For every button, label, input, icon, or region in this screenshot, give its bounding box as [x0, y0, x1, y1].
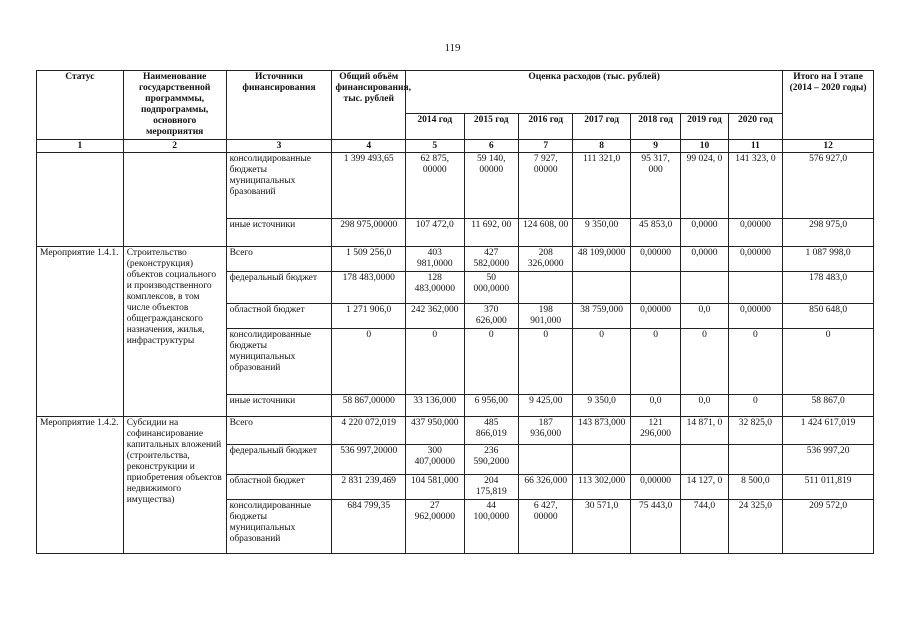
- value-cell: 0: [681, 329, 728, 395]
- row-name: Субсидии на софинансирование капитальных вложений (строительства, реконструкции и приобретения объектов недвижимого имущества): [123, 417, 226, 554]
- header-total: Общий объём финансирования, тыс. рублей: [332, 71, 406, 140]
- value-cell: [573, 445, 630, 475]
- row-status: Мероприятие 1.4.2.: [37, 417, 124, 554]
- value-cell: 128 483,00000: [406, 272, 464, 304]
- table-row: [37, 247, 874, 272]
- column-number: 2: [123, 140, 226, 153]
- row-source: иные источники: [226, 395, 332, 417]
- header-year: 2014 год: [406, 114, 464, 140]
- column-number: 6: [464, 140, 518, 153]
- value-cell: 300 407,00000: [406, 445, 464, 475]
- header-year: 2015 год: [464, 114, 518, 140]
- value-cell: 0,0: [681, 395, 728, 417]
- value-cell: 2 831 239,469: [332, 475, 406, 500]
- value-cell: 1 424 617,019: [783, 417, 874, 445]
- value-cell: 0: [728, 395, 782, 417]
- value-cell: 0,00000: [630, 475, 680, 500]
- value-cell: 0: [518, 329, 572, 395]
- value-cell: 0: [728, 329, 782, 395]
- column-number: 5: [406, 140, 464, 153]
- row-status: Мероприятие 1.4.1.: [37, 247, 124, 417]
- column-number: 1: [37, 140, 124, 153]
- value-cell: 113 302,000: [573, 475, 630, 500]
- value-cell: 9 350,00: [573, 219, 630, 247]
- value-cell: 437 950,000: [406, 417, 464, 445]
- value-cell: 0,00000: [630, 304, 680, 329]
- column-number: 9: [630, 140, 680, 153]
- column-number: 11: [728, 140, 782, 153]
- column-number: 7: [518, 140, 572, 153]
- value-cell: 0: [406, 329, 464, 395]
- value-cell: 236 590,2000: [464, 445, 518, 475]
- value-cell: 403 981,0000: [406, 247, 464, 272]
- value-cell: 744,0: [681, 500, 728, 554]
- row-source: консолидированные бюджеты муниципальных бразований: [226, 153, 332, 219]
- value-cell: 511 011,819: [783, 475, 874, 500]
- value-cell: 370 626,000: [464, 304, 518, 329]
- row-source: федеральный бюджет: [226, 445, 332, 475]
- value-cell: 48 109,0000: [573, 247, 630, 272]
- header-year: 2019 год: [681, 114, 728, 140]
- value-cell: 178 483,0: [783, 272, 874, 304]
- value-cell: 850 648,0: [783, 304, 874, 329]
- value-cell: 0,0000: [681, 219, 728, 247]
- row-name: [123, 153, 226, 247]
- value-cell: 30 571,0: [573, 500, 630, 554]
- value-cell: 298 975,0: [783, 219, 874, 247]
- row-source: консолидированные бюджеты муниципальных образований: [226, 329, 332, 395]
- value-cell: 8 500,0: [728, 475, 782, 500]
- value-cell: 198 901,000: [518, 304, 572, 329]
- header-sources: Источники финансирования: [226, 71, 332, 140]
- value-cell: 427 582,0000: [464, 247, 518, 272]
- value-cell: 4 220 072,019: [332, 417, 406, 445]
- table-row: [37, 153, 874, 219]
- value-cell: 111 321,0: [573, 153, 630, 219]
- value-cell: 58 867,00000: [332, 395, 406, 417]
- value-cell: 1 399 493,65: [332, 153, 406, 219]
- value-cell: 1 509 256,0: [332, 247, 406, 272]
- value-cell: [681, 272, 728, 304]
- value-cell: 187 936,000: [518, 417, 572, 445]
- header-estimate: Оценка расходов (тыс. рублей): [406, 71, 783, 114]
- row-source: федеральный бюджет: [226, 272, 332, 304]
- value-cell: 9 350,0: [573, 395, 630, 417]
- value-cell: 208 326,0000: [518, 247, 572, 272]
- value-cell: 0,00000: [728, 304, 782, 329]
- value-cell: 32 825,0: [728, 417, 782, 445]
- value-cell: 45 853,0: [630, 219, 680, 247]
- value-cell: 0,0: [681, 304, 728, 329]
- header-year: 2017 год: [573, 114, 630, 140]
- value-cell: 6 956,00: [464, 395, 518, 417]
- value-cell: 0: [573, 329, 630, 395]
- value-cell: 0,00000: [728, 219, 782, 247]
- value-cell: 14 871, 0: [681, 417, 728, 445]
- column-number: 10: [681, 140, 728, 153]
- row-name: Строительство (реконструкция) объектов социального и производственного комплексов, в том числе объектов общегражданского назначения, жилья, инфраструктуры: [123, 247, 226, 417]
- header-row-1: [37, 71, 874, 114]
- column-number: 3: [226, 140, 332, 153]
- value-cell: 0,00000: [728, 247, 782, 272]
- value-cell: 209 572,0: [783, 500, 874, 554]
- value-cell: [630, 272, 680, 304]
- table-body: [37, 153, 874, 554]
- value-cell: 38 759,000: [573, 304, 630, 329]
- column-number: 4: [332, 140, 406, 153]
- value-cell: 14 127, 0: [681, 475, 728, 500]
- value-cell: [518, 445, 572, 475]
- column-numbers-row: [37, 140, 874, 153]
- value-cell: 242 362,000: [406, 304, 464, 329]
- row-source: Всего: [226, 417, 332, 445]
- row-source: Всего: [226, 247, 332, 272]
- value-cell: 7 927, 00000: [518, 153, 572, 219]
- header-year: 2016 год: [518, 114, 572, 140]
- value-cell: 24 325,0: [728, 500, 782, 554]
- value-cell: 121 296,000: [630, 417, 680, 445]
- header-stage-total: Итого на I этапе (2014 – 2020 годы): [783, 71, 874, 140]
- value-cell: 44 100,0000: [464, 500, 518, 554]
- column-number: 8: [573, 140, 630, 153]
- value-cell: 33 136,000: [406, 395, 464, 417]
- value-cell: 104 581,000: [406, 475, 464, 500]
- value-cell: 11 692, 00: [464, 219, 518, 247]
- header-year: 2020 год: [728, 114, 782, 140]
- value-cell: [573, 272, 630, 304]
- value-cell: 107 472,0: [406, 219, 464, 247]
- row-source: областной бюджет: [226, 475, 332, 500]
- value-cell: [630, 445, 680, 475]
- value-cell: [518, 272, 572, 304]
- value-cell: 1 087 998,0: [783, 247, 874, 272]
- header-year: 2018 год: [630, 114, 680, 140]
- value-cell: 0: [464, 329, 518, 395]
- value-cell: 536 997,20: [783, 445, 874, 475]
- value-cell: 684 799,35: [332, 500, 406, 554]
- column-number: 12: [783, 140, 874, 153]
- value-cell: 66 326,000: [518, 475, 572, 500]
- value-cell: 0: [630, 329, 680, 395]
- value-cell: [681, 445, 728, 475]
- budget-table: [36, 70, 874, 554]
- value-cell: 58 867,0: [783, 395, 874, 417]
- value-cell: 124 608, 00: [518, 219, 572, 247]
- row-source: иные источники: [226, 219, 332, 247]
- value-cell: 204 175,819: [464, 475, 518, 500]
- value-cell: 0,0000: [681, 247, 728, 272]
- value-cell: 0: [332, 329, 406, 395]
- value-cell: 536 997,20000: [332, 445, 406, 475]
- value-cell: 0,0: [630, 395, 680, 417]
- row-status: [37, 153, 124, 247]
- value-cell: 62 875, 00000: [406, 153, 464, 219]
- value-cell: 0: [783, 329, 874, 395]
- value-cell: 50 000,0000: [464, 272, 518, 304]
- value-cell: 1 271 906,0: [332, 304, 406, 329]
- value-cell: 143 873,000: [573, 417, 630, 445]
- value-cell: 59 140, 00000: [464, 153, 518, 219]
- header-status: Статус: [37, 71, 124, 140]
- value-cell: 95 317, 000: [630, 153, 680, 219]
- value-cell: 9 425,00: [518, 395, 572, 417]
- header-name: Наименование государственной программмы, подпрограммы, основного мероприятия: [123, 71, 226, 140]
- value-cell: 27 962,00000: [406, 500, 464, 554]
- value-cell: 75 443,0: [630, 500, 680, 554]
- value-cell: [728, 272, 782, 304]
- table-row: [37, 417, 874, 445]
- row-source: консолидированные бюджеты муниципальных образований: [226, 500, 332, 554]
- page-number: 119: [444, 42, 461, 54]
- row-source: областной бюджет: [226, 304, 332, 329]
- value-cell: 485 866,019: [464, 417, 518, 445]
- value-cell: 141 323, 0: [728, 153, 782, 219]
- value-cell: [728, 445, 782, 475]
- value-cell: 576 927,0: [783, 153, 874, 219]
- value-cell: 178 483,0000: [332, 272, 406, 304]
- value-cell: 99 024, 0: [681, 153, 728, 219]
- value-cell: 6 427, 00000: [518, 500, 572, 554]
- value-cell: 0,00000: [630, 247, 680, 272]
- value-cell: 298 975,00000: [332, 219, 406, 247]
